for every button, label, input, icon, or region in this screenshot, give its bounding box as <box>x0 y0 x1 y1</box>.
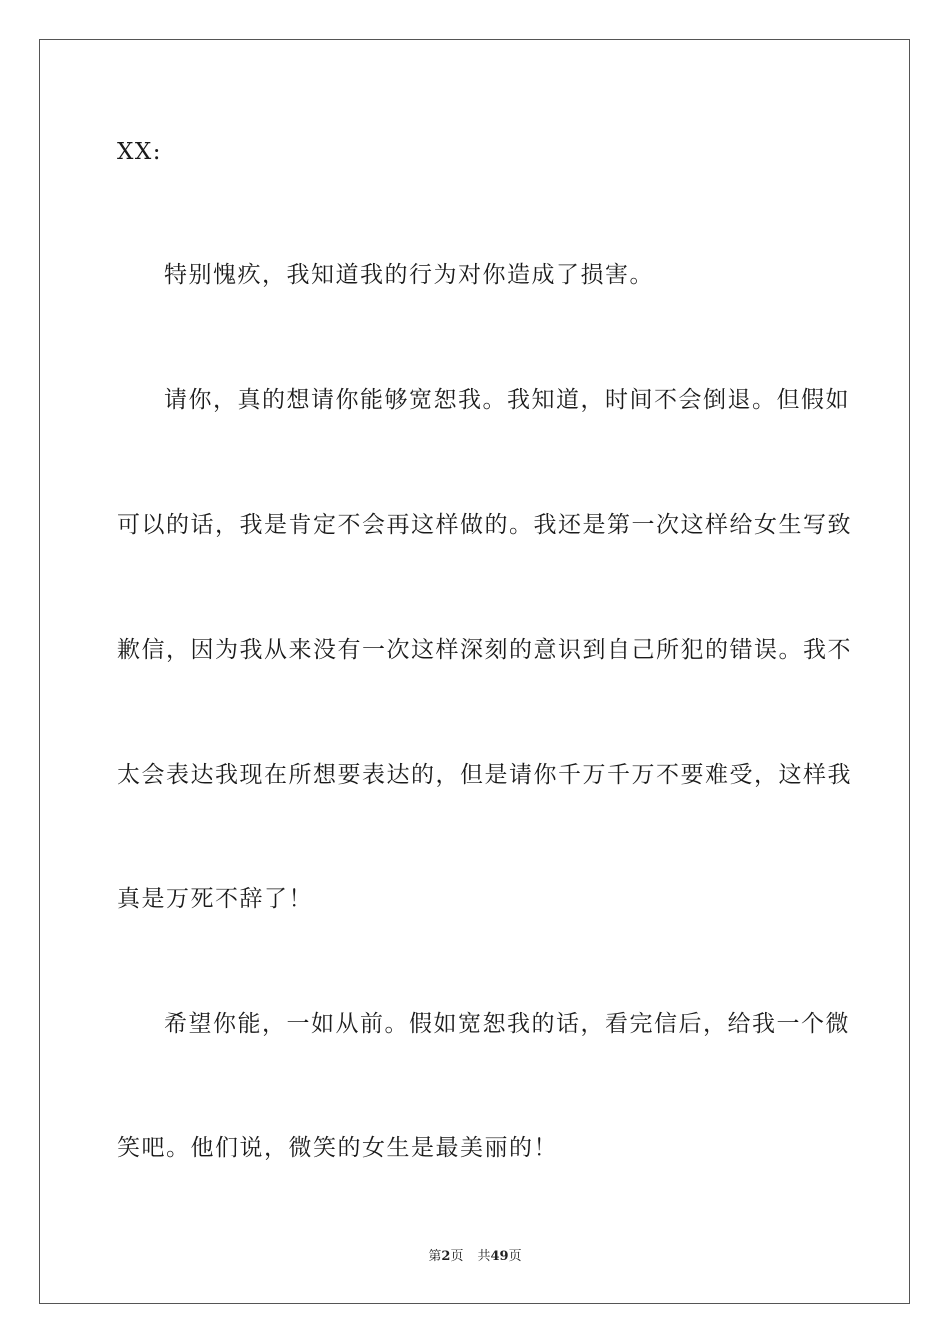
page-prefix: 第 <box>428 1249 442 1264</box>
paragraph-3-line-2: 笑吧。他们说，微笑的女生是最美丽的！ <box>117 1135 558 1161</box>
page-border <box>39 39 910 1304</box>
salutation: XX: <box>117 139 162 165</box>
page-footer <box>0 1248 950 1266</box>
paragraph-2-line-4: 太会表达我现在所想要表达的，但是请你千万千万不要难受，这样我 <box>117 762 852 788</box>
total-pages: 49 <box>490 1249 509 1264</box>
paragraph-1-line-1: 特别愧疚，我知道我的行为对你造成了损害。 <box>164 262 654 288</box>
paragraph-2-line-1: 请你，真的想请你能够宽恕我。我知道，时间不会倒退。但假如 <box>164 387 850 413</box>
total-suffix: 页 <box>508 1249 522 1264</box>
paragraph-2-line-5: 真是万死不辞了！ <box>117 886 313 912</box>
paragraph-2-line-2: 可以的话，我是肯定不会再这样做的。我还是第一次这样给女生写致 <box>117 512 852 538</box>
paragraph-2-line-3: 歉信，因为我从来没有一次这样深刻的意识到自己所犯的错误。我不 <box>117 637 852 663</box>
page-number: 2 <box>441 1249 451 1264</box>
page-suffix: 页 <box>450 1249 464 1264</box>
total-prefix: 共 <box>477 1249 491 1264</box>
paragraph-3-line-1: 希望你能，一如从前。假如宽恕我的话，看完信后，给我一个微 <box>164 1011 850 1037</box>
